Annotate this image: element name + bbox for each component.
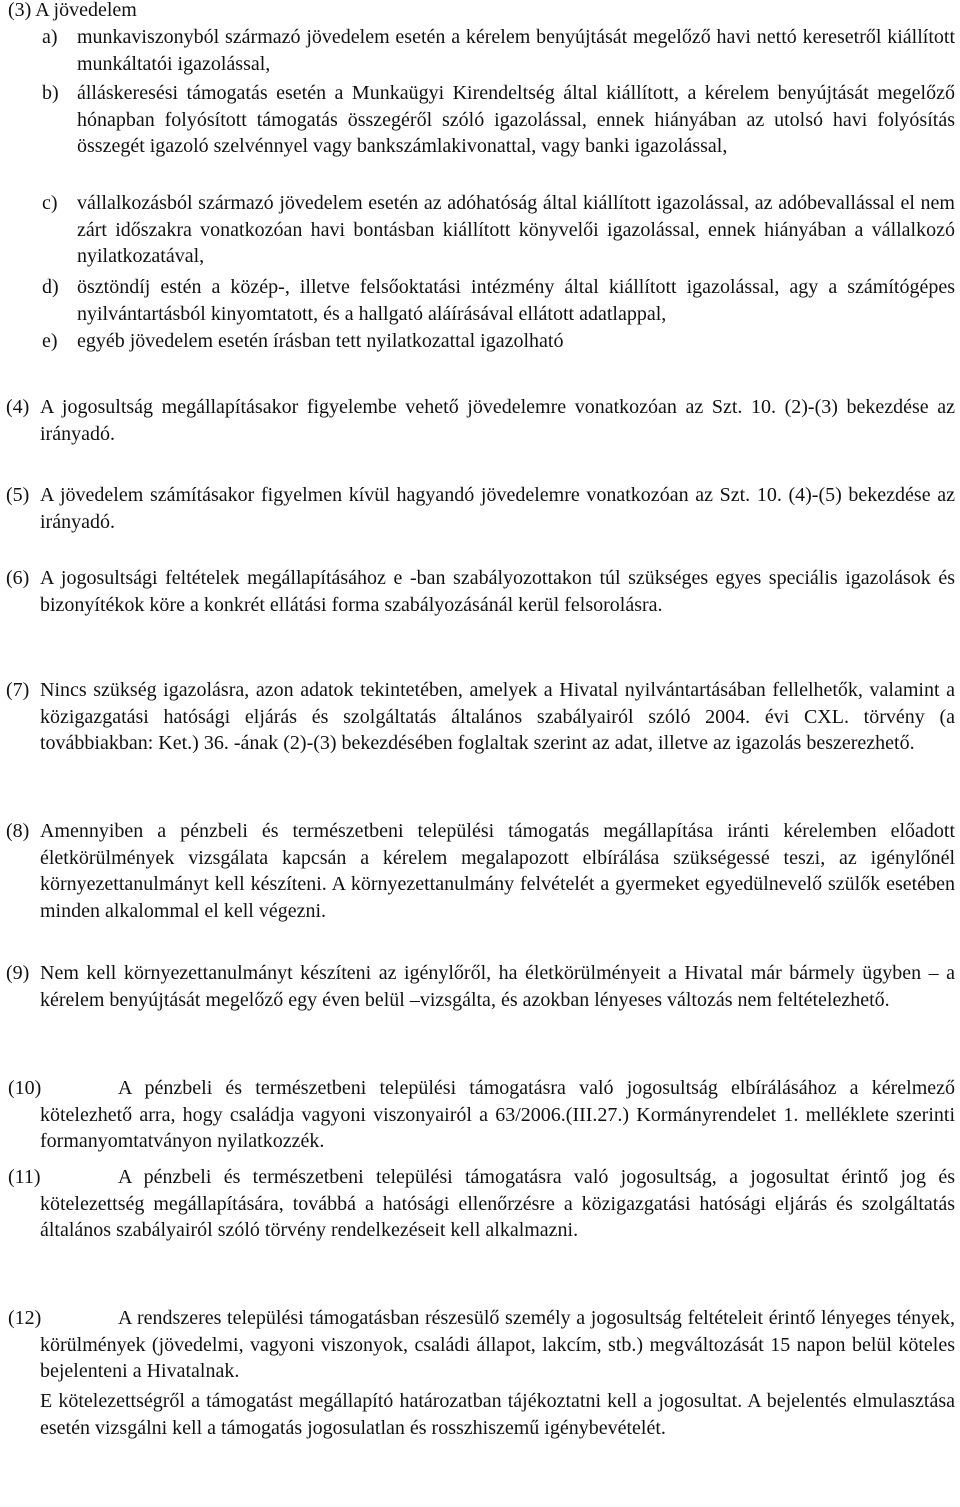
paragraph-text-continuation: E kötelezettségről a támogatást megállapító határozatban tájékoztatni kell a jogosultat. A bejelentés elmulasztása esetén vizsgálni kell a támogatás jogosulatlan és rosszhiszemű igénybevételét. bbox=[40, 1390, 955, 1439]
list-item-text: vállalkozásból származó jövedelem esetén az adóhatóság által kiállított igazolással, az adóbevallással el nem zárt időszakra vonatkozóan havi bontásban kiállított könyvelői igazolással, ennek hiányában a vállalkozó nyilatkozatával, bbox=[77, 192, 955, 267]
paragraph-number: (10) bbox=[8, 1077, 42, 1099]
paragraph-number: (5) bbox=[6, 484, 30, 506]
paragraph-text: A jogosultsági feltételek megállapításához e -ban szabályozottakon túl szükséges egyes speciális igazolások és bizonyítékok köre a konkrét ellátási forma szabályozásánál kerül felsorolásra. bbox=[40, 567, 955, 616]
paragraph-number: (4) bbox=[6, 396, 30, 418]
list-item-text: álláskeresési támogatás esetén a Munkaügyi Kirendeltség által kiállított, a kérelem benyújtását megelőző hónapban folyósított támogatás összegéről szóló igazolással, ennek hiányában az utolsó havi folyósítás összegét igazoló szelvénnyel vagy bankszámlakivonattal, vagy banki igazolással, bbox=[77, 82, 955, 157]
paragraph-text: A pénzbeli és természetbeni települési támogatásra való jogosultság elbírálásához a kérelmező kötelezhető arra, hogy családja vagyoni viszonyairól a 63/2006.(III.27.) Kormányrendelet 1. melléklete szerinti formanyomtatványon nyilatkozzék. bbox=[40, 1077, 955, 1152]
list-item-label: e) bbox=[42, 330, 58, 352]
paragraph-number: (11) bbox=[8, 1166, 41, 1188]
list-item-label: c) bbox=[42, 192, 58, 214]
list-item-label: a) bbox=[42, 26, 58, 48]
paragraph-number: (9) bbox=[6, 962, 30, 984]
paragraph-text: A jogosultság megállapításakor figyelembe vehető jövedelemre vonatkozóan az Szt. 10. (2)-(3) bekezdése az irányadó. bbox=[40, 396, 955, 445]
paragraph-text: A rendszeres települési támogatásban részesülő személy a jogosultság feltételeit érintő lényeges tények, körülmények (jövedelmi, vagyoni viszonyok, családi állapot, lakcím, stb.) megváltozását 15 napon belül köteles bejelenteni a Hivatalnak. bbox=[40, 1307, 955, 1382]
paragraph-text: A pénzbeli és természetbeni települési támogatásra való jogosultság, a jogosultat érintő jog és kötelezettség megállapítására, továbbá a hatósági ellenőrzésre a közigazgatási hatósági eljárás és szolgáltatás általános szabályairól szóló törvény rendelkezéseit kell alkalmazni. bbox=[40, 1166, 955, 1241]
list-item-text: ösztöndíj estén a közép-, illetve felsőoktatási intézmény által kiállított igazolással, agy a számítógépes nyilvántartásból kinyomtatott, és a hallgató aláírásával ellátott adatlappal, bbox=[77, 276, 955, 325]
paragraph-number: (7) bbox=[6, 679, 30, 701]
list-item-text: egyéb jövedelem esetén írásban tett nyilatkozattal igazolható bbox=[77, 330, 564, 352]
section-3-heading: (3) A jövedelem bbox=[8, 0, 137, 21]
paragraph-number: (8) bbox=[6, 820, 30, 842]
list-item-text: munkaviszonyból származó jövedelem esetén a kérelem benyújtását megelőző havi nettó keresetről kiállított munkáltatói igazolással, bbox=[77, 26, 955, 75]
list-item-label: b) bbox=[42, 82, 59, 104]
paragraph-text: Nincs szükség igazolásra, azon adatok tekintetében, amelyek a Hivatal nyilvántartásában fellelhetők, valamint a közigazgatási hatósági eljárás és szolgáltatás általános szabályairól szóló 2004. évi CXL. törvény (a továbbiakban: Ket.) 36. -ának (2)-(3) bekezdésében foglaltak szerint az adat, illetve az igazolás beszerezhető. bbox=[40, 679, 955, 754]
paragraph-text: Nem kell környezettanulmányt készíteni az igénylőről, ha életkörülményeit a Hivatal már bármely ügyben – a kérelem benyújtását megelőző egy éven belül –vizsgálta, és azokban lényeses változás nem feltételezhető. bbox=[40, 962, 955, 1011]
paragraph-number: (12) bbox=[8, 1307, 42, 1329]
paragraph-text: Amennyiben a pénzbeli és természetbeni települési támogatás megállapítása iránti kérelemben előadott életkörülmények vizsgálata kapcsán a kérelem megalapozott elbírálása szükségessé teszi, az igénylőnél környezettanulmányt kell készíteni. A környezettanulmány felvételét a gyermeket egyedülnevelő szülők esetében minden alkalommal el kell végezni. bbox=[40, 820, 955, 922]
paragraph-number: (6) bbox=[6, 567, 30, 589]
list-item-label: d) bbox=[42, 276, 59, 298]
paragraph-text: A jövedelem számításakor figyelmen kívül hagyandó jövedelemre vonatkozóan az Szt. 10. (4)-(5) bekezdése az irányadó. bbox=[40, 484, 955, 533]
